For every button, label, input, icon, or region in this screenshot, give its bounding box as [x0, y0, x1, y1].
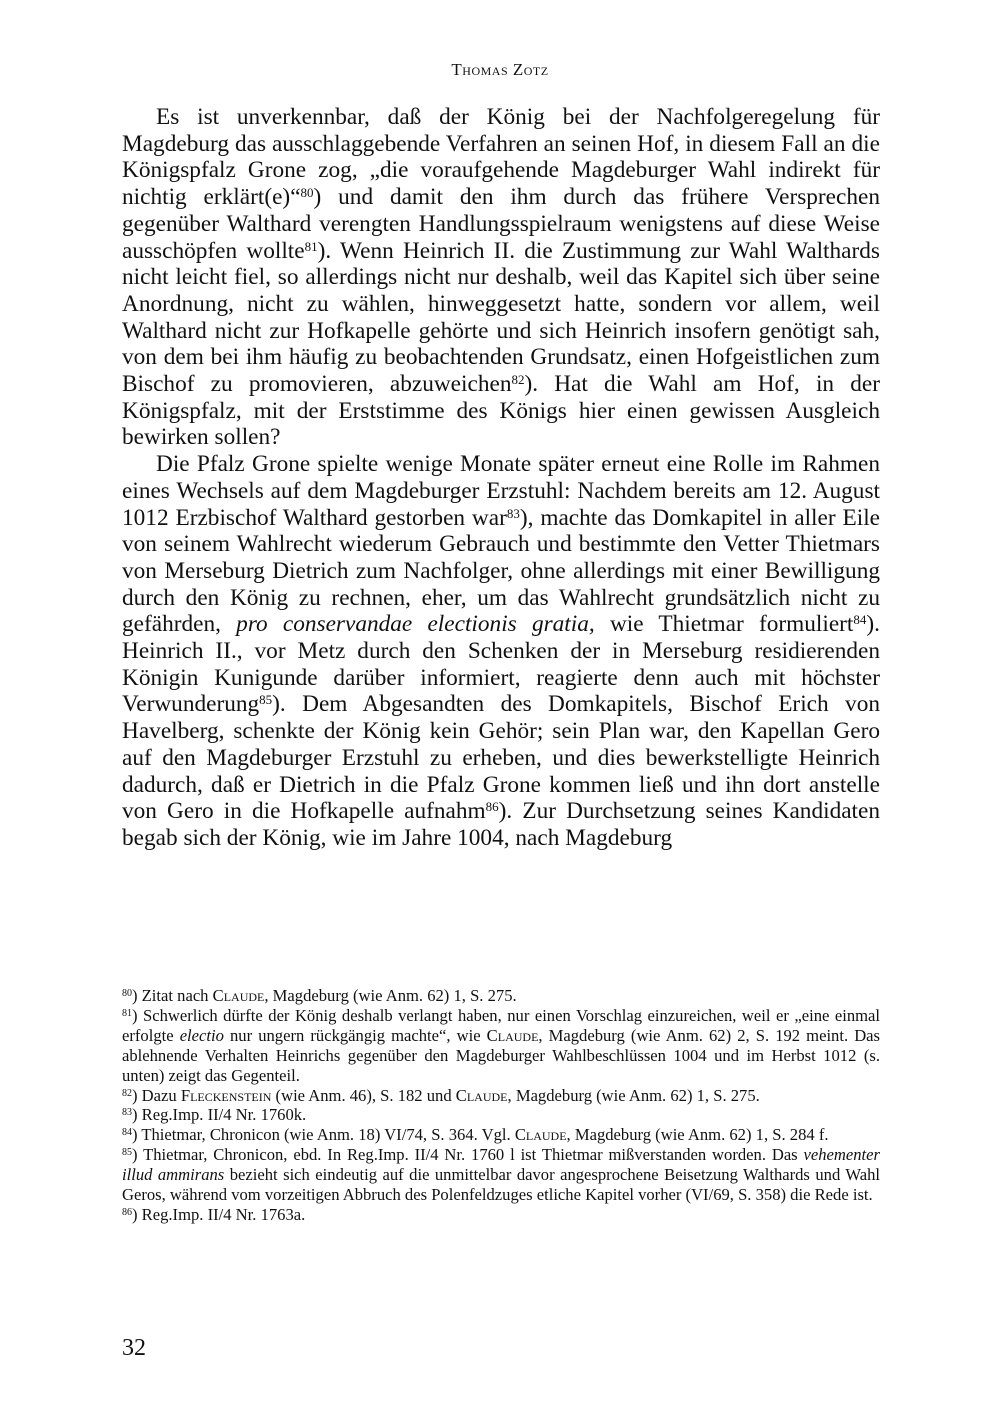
footnote-mark: 86: [122, 1206, 132, 1218]
footnote-82: [122, 1086, 880, 1106]
footnote-85: [122, 1145, 880, 1205]
text-run: ) Reg.Imp. II/4 Nr. 1763a.: [132, 1204, 306, 1224]
footnote-83: [122, 1105, 880, 1125]
text-run: ). Wenn Heinrich II. die Zustimmung zur Wahl Walthards nicht leicht fiel, so allerdings nicht nur deshalb, weil das Kapitel sich über seine Anordnung, nicht zu wählen, hinweggesetzt hatte, sondern vor allem, weil Walthard nicht zur Hofkapelle gehörte und sich Heinrich insofern genötigt sah, von dem bei ihm häufig zu beobachtenden Grundsatz, einen Hofgeistlichen zum Bischof zu promovieren, abzuweichen: [122, 237, 880, 398]
footnote-ref-82: 82: [511, 372, 525, 388]
footnote-81: [122, 1006, 880, 1086]
footnote-mark: 83: [122, 1107, 132, 1119]
footnote-ref-81: 81: [304, 238, 318, 254]
paragraph-1: [122, 104, 880, 451]
footnote-ref-86: 86: [485, 799, 499, 815]
footnote-ref-84: 84: [853, 612, 867, 628]
footnote-mark: 85: [122, 1147, 132, 1159]
text-run: ). Zur Durchsetzung seines Kandidaten begab sich der König, wie im Jahre 1004, nach Magdeburg: [122, 798, 881, 851]
footnote-80: [122, 986, 880, 1006]
footnote-86: [122, 1205, 880, 1225]
text-run: , Magdeburg (wie Anm. 62) 1, S. 275.: [507, 1085, 760, 1105]
text-run: (wie Anm. 46), S. 182 und: [271, 1085, 456, 1105]
text-run: , Magdeburg (wie Anm. 62) 2, S. 192 meint. Das ablehnende Verhalten Heinrichs gegenüber den Magdeburger Wahlbeschlüssen 1004 und im Herbst 1012 (s. unten) zeigt das Gegenteil.: [122, 1025, 880, 1085]
text-run: ) Zitat nach: [132, 986, 213, 1005]
text-run: , Magdeburg (wie Anm. 62) 1, S. 284 f.: [566, 1125, 829, 1145]
footnote-mark: 80: [122, 988, 132, 999]
author-name: Claude: [514, 1125, 567, 1145]
footnote-mark: 81: [122, 1007, 132, 1019]
running-head: Thomas Zotz: [451, 60, 549, 79]
text-run: ) Thietmar, Chronicon (wie Anm. 18) VI/74, S. 364. Vgl.: [132, 1125, 515, 1145]
author-name: Claude: [212, 986, 265, 1005]
text-run: ) Reg.Imp. II/4 Nr. 1760k.: [132, 1105, 307, 1125]
paragraph-2: [122, 451, 880, 852]
footnote-mark: 84: [122, 1127, 132, 1139]
footnote-ref-83: 83: [506, 505, 520, 521]
italic-term: electio: [179, 1025, 224, 1045]
italic-term: vehementer illud ammirans: [122, 1145, 880, 1185]
latin-quote: pro conservandae electionis gratia,: [236, 611, 595, 638]
footnote-84: [122, 1125, 880, 1145]
page-number: 32: [122, 1335, 146, 1361]
text-run: ) Dazu: [132, 1085, 181, 1105]
footnotes: [122, 986, 880, 1225]
text-run: wie Thietmar formuliert: [594, 611, 854, 638]
text-run: ) Schwerlich dürfte der König deshalb verlangt haben, nur einen Vorschlag einzureichen, weil er „eine einmal erfolgte: [122, 1005, 880, 1045]
text-run: Es ist unverkennbar, daß der König bei der Nachfolgeregelung für Magdeburg das ausschlaggebende Verfahren an seinen Hof, in diesem Fall an die Königspfalz Grone zog, „die voraufgehende Magdeburger Wahl indirekt für nichtig erklärt(e)“: [122, 104, 880, 211]
footnote-ref-80: 80: [300, 185, 314, 201]
author-name: Fleckenstein: [180, 1085, 272, 1105]
text-run: ). Dem Abgesandten des Domkapitels, Bischof Erich von Havelberg, schenkte der König kein Gehör; sein Plan war, den Kapellan Gero auf den Magdeburger Erzstuhl zu erheben, und dies bewerkstelligte Heinrich dadurch, daß er Dietrich in die Pfalz Grone kommen ließ und ihn dort anstelle von Gero in die Hofkapelle aufnahm: [122, 691, 880, 825]
text-run: ), machte das Domkapitel in aller Eile von seinem Wahlrecht wiederum Gebrauch und bestimmte den Vetter Thietmars von Merseburg Dietrich zum Nachfolger, ohne allerdings mit einer Bewilligung durch den König zu rechnen, eher, um das Wahlrecht grundsätzlich nicht zu gefährden,: [122, 504, 881, 638]
text-run: Die Pfalz Grone spielte wenige Monate später erneut eine Rolle im Rahmen eines Wechsels auf dem Magdeburger Erzstuhl: Nachdem bereits am 12. August 1012 Erzbischof Walthard gestorben war: [122, 451, 880, 531]
text-run: bezieht sich eindeutig auf die unmittelbar davor angesprochene Beisetzung Walthards und Wahl Geros, während vom vorzeitigen Abbruch des Polenfeldzuges etliche Kapitel vorher (VI/69, S. 358) die Rede ist.: [122, 1165, 881, 1205]
footnote-mark: 82: [122, 1087, 132, 1099]
footnote-ref-85: 85: [259, 692, 273, 708]
text-run: ). Hat die Wahl am Hof, in der Königspfalz, mit der Erststimme des Königs hier einen gewissen Ausgleich bewirken sollen?: [122, 371, 880, 451]
text-run: ). Heinrich II., vor Metz durch den Schenken der in Merseburg residierenden Königin Kunigunde darüber informiert, reagierte denn auch mit höchster Verwunderung: [122, 611, 880, 718]
author-name: Claude: [455, 1085, 508, 1105]
text-run: ) Thietmar, Chronicon, ebd. In Reg.Imp. II/4 Nr. 1760 l ist Thietmar mißverstanden worden. Das: [132, 1145, 804, 1165]
text-run: , Magdeburg (wie Anm. 62) 1, S. 275.: [264, 986, 517, 1005]
text-run: ) und damit den ihm durch das frühere Versprechen gegenüber Walthard verengten Handlungsspielraum wenigstens auf diese Weise ausschöpfen wollte: [122, 184, 881, 264]
author-name: Claude: [486, 1025, 539, 1045]
text-run: nur ungern rückgängig machte“, wie: [223, 1025, 487, 1045]
main-text: [122, 104, 880, 852]
